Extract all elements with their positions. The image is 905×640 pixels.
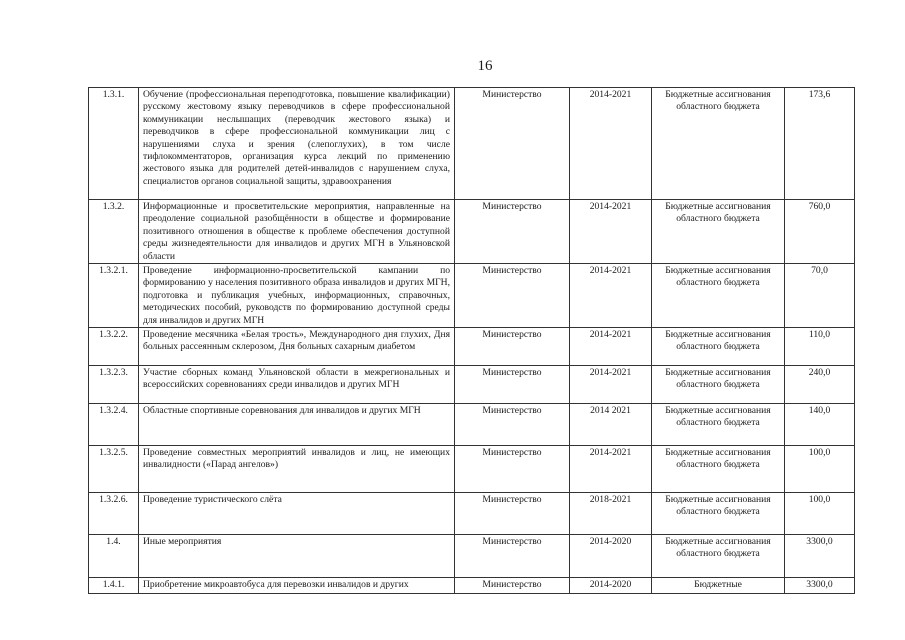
responsible-org: Министерство <box>455 578 570 594</box>
activity-description: Приобретение микроавтобуса для перевозки инвалидов и других <box>139 578 455 594</box>
table-row <box>89 328 855 366</box>
amount: 173,6 <box>785 88 855 200</box>
funding-source: Бюджетные <box>652 578 785 594</box>
table-row <box>89 200 855 264</box>
table-row <box>89 264 855 328</box>
responsible-org: Министерство <box>455 88 570 200</box>
page-number: 16 <box>477 58 493 74</box>
funding-source: Бюджетные ассигнования областного бюджета <box>652 200 785 264</box>
activity-description: Проведение туристического слёта <box>139 493 455 535</box>
period: 2018-2021 <box>570 493 652 535</box>
funding-source: Бюджетные ассигнования областного бюджета <box>652 404 785 446</box>
period: 2014-2020 <box>570 535 652 578</box>
amount: 110,0 <box>785 328 855 366</box>
row-number: 1.3.2.2. <box>89 328 139 366</box>
amount: 3300,0 <box>785 578 855 594</box>
activity-description: Участие сборных команд Ульяновской области в межрегиональных и всероссийских соревнованиях среди инвалидов и других МГН <box>139 366 455 404</box>
row-number: 1.3.2.5. <box>89 446 139 493</box>
activity-description: Проведение месячника «Белая трость», Международного дня глухих, Дня больных рассеянным склерозом, Дня больных сахарным диабетом <box>139 328 455 366</box>
period: 2014-2021 <box>570 200 652 264</box>
table-row <box>89 535 855 578</box>
period: 2014 2021 <box>570 404 652 446</box>
funding-source: Бюджетные ассигнования областного бюджета <box>652 264 785 328</box>
responsible-org: Министерство <box>455 493 570 535</box>
responsible-org: Министерство <box>455 264 570 328</box>
table-row <box>89 493 855 535</box>
program-activities-table <box>88 87 855 594</box>
responsible-org: Министерство <box>455 404 570 446</box>
row-number: 1.3.2.4. <box>89 404 139 446</box>
row-number: 1.3.2.1. <box>89 264 139 328</box>
period: 2014-2021 <box>570 264 652 328</box>
row-number: 1.3.2. <box>89 200 139 264</box>
responsible-org: Министерство <box>455 328 570 366</box>
table-row <box>89 366 855 404</box>
row-number: 1.4.1. <box>89 578 139 594</box>
row-number: 1.3.2.3. <box>89 366 139 404</box>
table-row <box>89 578 855 594</box>
table-row <box>89 446 855 493</box>
responsible-org: Министерство <box>455 535 570 578</box>
responsible-org: Министерство <box>455 200 570 264</box>
funding-source: Бюджетные ассигнования областного бюджета <box>652 535 785 578</box>
activity-description: Областные спортивные соревнования для инвалидов и других МГН <box>139 404 455 446</box>
funding-source: Бюджетные ассигнования областного бюджета <box>652 446 785 493</box>
responsible-org: Министерство <box>455 366 570 404</box>
funding-source: Бюджетные ассигнования областного бюджета <box>652 493 785 535</box>
amount: 70,0 <box>785 264 855 328</box>
amount: 100,0 <box>785 493 855 535</box>
row-number: 1.3.1. <box>89 88 139 200</box>
period: 2014-2021 <box>570 446 652 493</box>
amount: 3300,0 <box>785 535 855 578</box>
activity-description: Информационные и просветительские мероприятия, направленные на преодоление социальной разобщённости в обществе и формирование позитивного отношения в обществе к проблеме обеспечения доступной среды жизнедеятельности для инвалидов и других МГН в Ульяновской области <box>139 200 455 264</box>
activity-description: Проведение информационно-просветительской кампании по формированию у населения позитивного образа инвалидов и других МГН, подготовка и публикация учебных, информационных, справочных, методических пособий, руководств по формированию доступной среды для инвалидов и других МГН <box>139 264 455 328</box>
funding-source: Бюджетные ассигнования областного бюджета <box>652 328 785 366</box>
period: 2014-2020 <box>570 578 652 594</box>
responsible-org: Министерство <box>455 446 570 493</box>
period: 2014-2021 <box>570 88 652 200</box>
amount: 100,0 <box>785 446 855 493</box>
amount: 240,0 <box>785 366 855 404</box>
amount: 140,0 <box>785 404 855 446</box>
activity-description: Иные мероприятия <box>139 535 455 578</box>
funding-source: Бюджетные ассигнования областного бюджета <box>652 366 785 404</box>
amount: 760,0 <box>785 200 855 264</box>
funding-source: Бюджетные ассигнования областного бюджета <box>652 88 785 200</box>
period: 2014-2021 <box>570 366 652 404</box>
activity-description: Обучение (профессиональная переподготовка, повышение квалификации) русскому жестовому языку переводчиков в сфере профессиональной коммуникации неслышащих (переводчик жестового языка) и переводчиков в сфере профессиональной коммуникации лиц с нарушениями слуха и зрения (слепоглухих), в том числе тифлокомментаторов, организация курса лекций по применению жестового языка для родителей детей-инвалидов с нарушением слуха, специалистов органов социальной защиты, здравоохранения <box>139 88 455 200</box>
table-row <box>89 404 855 446</box>
period: 2014-2021 <box>570 328 652 366</box>
row-number: 1.4. <box>89 535 139 578</box>
activity-description: Проведение совместных мероприятий инвалидов и лиц, не имеющих инвалидности («Парад ангелов») <box>139 446 455 493</box>
table-row <box>89 88 855 200</box>
row-number: 1.3.2.6. <box>89 493 139 535</box>
